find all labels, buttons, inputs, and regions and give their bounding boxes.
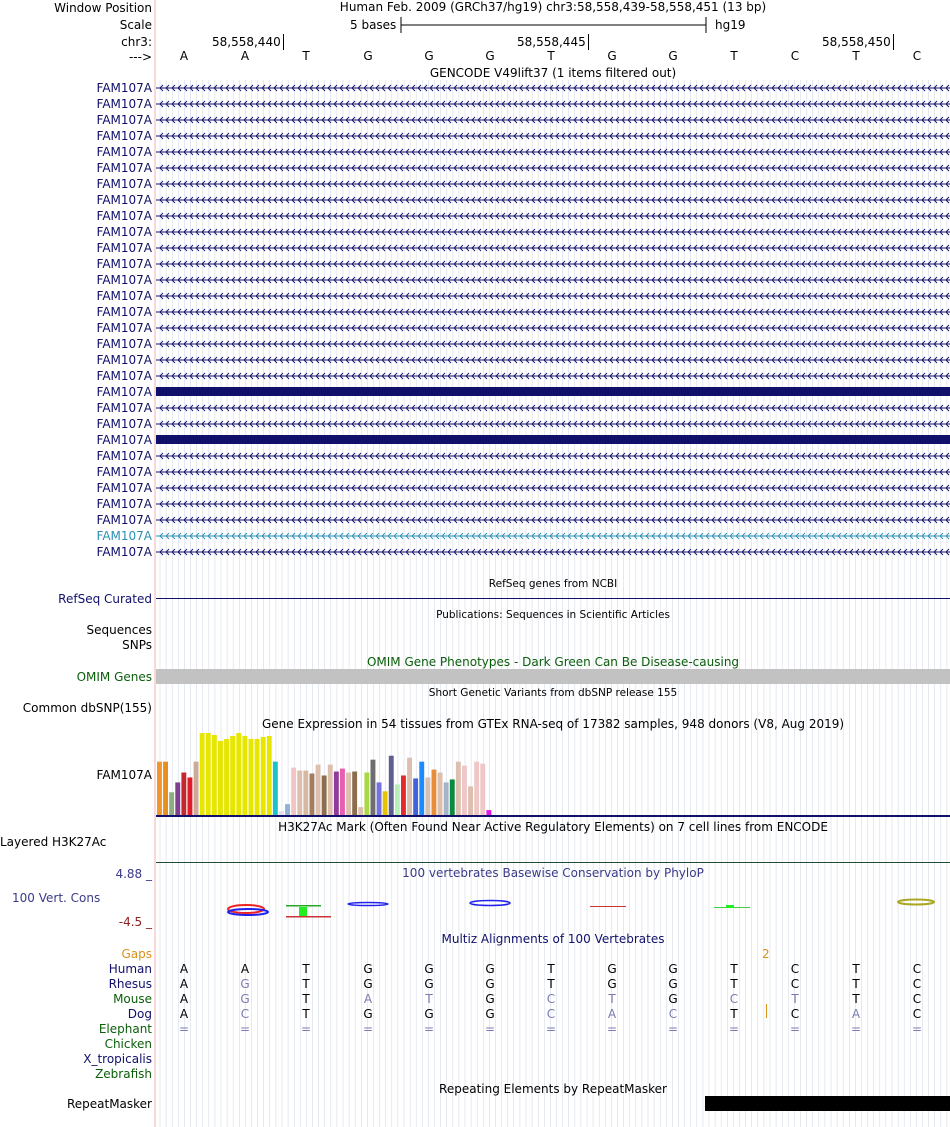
gencode-transcript[interactable]: [156, 448, 950, 464]
gtex-tissue-bar[interactable]: [432, 770, 437, 815]
aligned-base: T: [730, 977, 738, 991]
gtex-tissue-bar[interactable]: [486, 810, 491, 815]
gtex-tissue-bar[interactable]: [206, 733, 211, 815]
assembly-info: Human Feb. 2009 (GRCh37/hg19) chr3:58,558,439-58,558,451 (13 bp): [339, 0, 767, 14]
gencode-transcript-label[interactable]: FAM107A: [96, 417, 152, 431]
gencode-transcript[interactable]: [156, 80, 950, 96]
chrom-label: chr3:: [121, 35, 152, 49]
gencode-transcript-label[interactable]: FAM107A: [96, 97, 152, 111]
gtex-tissue-bar[interactable]: [175, 782, 180, 815]
aligned-base: T: [791, 992, 799, 1006]
gencode-track-title[interactable]: GENCODE V49lift37 (1 items filtered out): [429, 66, 677, 80]
gtex-tissue-bar[interactable]: [267, 736, 272, 815]
aligned-base: G: [363, 1007, 373, 1021]
gap-marker: [766, 1004, 767, 1018]
gtex-tissue-bar[interactable]: [188, 777, 193, 815]
aligned-base: =: [606, 1022, 618, 1036]
aligned-base: G: [485, 992, 495, 1006]
gencode-transcript-label[interactable]: FAM107A: [96, 289, 152, 303]
aligned-base: G: [424, 962, 434, 976]
gencode-transcript[interactable]: [156, 336, 950, 352]
aligned-base: A: [179, 992, 189, 1006]
gtex-tissue-bar[interactable]: [242, 736, 247, 815]
gencode-transcript-label[interactable]: FAM107A: [96, 401, 152, 415]
reference-base: G: [363, 49, 373, 63]
gtex-tissue-bar[interactable]: [316, 765, 321, 815]
gtex-tissue-bar[interactable]: [297, 771, 302, 815]
aligned-base: =: [789, 1022, 801, 1036]
h3k27ac-track-title[interactable]: H3K27Ac Mark (Often Found Near Active Regulatory Elements) on 7 cell lines from ENCODE: [278, 820, 828, 834]
gtex-tissue-bar[interactable]: [200, 733, 205, 815]
gencode-transcript-label[interactable]: FAM107A: [96, 273, 152, 287]
aligned-base: A: [179, 1007, 189, 1021]
gencode-transcript[interactable]: [156, 512, 950, 528]
aligned-base: =: [239, 1022, 251, 1036]
gtex-tissue-bar[interactable]: [352, 772, 357, 815]
aligned-base: C: [790, 977, 800, 991]
aligned-base: G: [363, 977, 373, 991]
publications-label-snps[interactable]: SNPs: [122, 638, 152, 652]
aligned-base: A: [179, 962, 189, 976]
refseq-gene-line[interactable]: [156, 598, 950, 599]
window-position-label: Window Position: [54, 1, 152, 15]
aligned-base: T: [547, 962, 555, 976]
refseq-track-title[interactable]: RefSeq genes from NCBI: [488, 578, 618, 590]
aligned-base: C: [790, 962, 800, 976]
aligned-base: =: [300, 1022, 312, 1036]
gtex-bar-chart[interactable]: [156, 731, 950, 817]
gtex-tissue-bar[interactable]: [389, 756, 394, 815]
gtex-tissue-bar[interactable]: [377, 782, 382, 815]
gtex-tissue-bar[interactable]: [322, 775, 327, 815]
gtex-tissue-bar[interactable]: [395, 784, 400, 815]
gencode-transcript-label[interactable]: FAM107A: [96, 353, 152, 367]
aligned-base: =: [423, 1022, 435, 1036]
h3k27ac-track-label[interactable]: Layered H3K27Ac: [0, 835, 107, 849]
gtex-tissue-bar[interactable]: [249, 739, 254, 815]
reference-base: G: [668, 49, 678, 63]
aligned-base: T: [302, 992, 310, 1006]
gtex-tissue-bar[interactable]: [371, 760, 376, 815]
gtex-tissue-bar[interactable]: [291, 768, 296, 815]
position-tick-2: 58,558,445: [517, 34, 589, 50]
reference-base: C: [912, 49, 922, 63]
gencode-transcript[interactable]: [156, 432, 950, 448]
multiz-species-label[interactable]: Zebrafish: [95, 1067, 152, 1081]
gtex-tissue-bar[interactable]: [328, 765, 333, 815]
gtex-tissue-bar[interactable]: [163, 762, 168, 815]
aligned-base: C: [912, 977, 922, 991]
aligned-base: =: [545, 1022, 557, 1036]
aligned-base: G: [485, 1007, 495, 1021]
aligned-base: A: [240, 962, 250, 976]
phylop-signal[interactable]: [156, 895, 950, 925]
scale-text: 5 bases: [350, 18, 397, 32]
gencode-transcript[interactable]: [156, 304, 950, 320]
reference-base: T: [547, 49, 555, 63]
gtex-tissue-bar[interactable]: [425, 777, 430, 815]
aligned-base: C: [546, 992, 556, 1006]
gtex-tissue-bar[interactable]: [169, 792, 174, 815]
aligned-base: G: [607, 962, 617, 976]
multiz-species-label[interactable]: Dog: [127, 1007, 152, 1021]
aligned-base: G: [485, 962, 495, 976]
aligned-base: C: [912, 1007, 922, 1021]
aligned-base: T: [302, 977, 310, 991]
aligned-base: G: [424, 1007, 434, 1021]
aligned-base: =: [484, 1022, 496, 1036]
gencode-transcript-label[interactable]: FAM107A: [96, 225, 152, 239]
multiz-gaps-label: Gaps: [121, 947, 152, 961]
gtex-tissue-bar[interactable]: [224, 739, 229, 815]
aligned-base: C: [546, 1007, 556, 1021]
gtex-tissue-bar[interactable]: [480, 764, 485, 815]
aligned-base: A: [851, 1007, 861, 1021]
gencode-transcript-label[interactable]: FAM107A: [96, 369, 152, 383]
gencode-transcript-label[interactable]: FAM107A: [96, 305, 152, 319]
aligned-base: C: [912, 992, 922, 1006]
gencode-transcript[interactable]: [156, 208, 950, 224]
gencode-transcript-label[interactable]: FAM107A: [96, 433, 152, 447]
refseq-track-label[interactable]: RefSeq Curated: [58, 592, 152, 606]
gencode-transcript-label[interactable]: FAM107A: [96, 545, 152, 559]
gtex-tissue-bar[interactable]: [236, 733, 241, 815]
gtex-tissue-bar[interactable]: [194, 762, 199, 815]
gtex-tissue-bar[interactable]: [230, 736, 235, 815]
gencode-transcript-label[interactable]: FAM107A: [96, 81, 152, 95]
aligned-base: G: [668, 962, 678, 976]
multiz-gap-count: 2: [762, 947, 770, 961]
h3k27ac-signal-baseline: [156, 862, 950, 863]
position-tick-3: 58,558,450: [822, 34, 894, 50]
gtex-track-title[interactable]: Gene Expression in 54 tissues from GTEx RNA-seq of 17382 samples, 948 donors (V8, Aug 2019): [261, 717, 845, 731]
aligned-base: T: [730, 962, 738, 976]
gtex-tissue-bar[interactable]: [340, 769, 345, 815]
reference-base: T: [730, 49, 738, 63]
gencode-transcript-label[interactable]: FAM107A: [96, 161, 152, 175]
publications-label-sequences[interactable]: Sequences: [86, 623, 152, 637]
reference-base: A: [240, 49, 250, 63]
publications-track-title[interactable]: Publications: Sequences in Scientific Articles: [436, 609, 670, 621]
aligned-base: T: [852, 977, 860, 991]
aligned-base: G: [668, 992, 678, 1006]
gencode-transcript-label[interactable]: FAM107A: [96, 513, 152, 527]
gencode-transcript-label[interactable]: FAM107A: [96, 177, 152, 191]
gtex-tissue-bar[interactable]: [419, 762, 424, 815]
gtex-tissue-bar[interactable]: [438, 773, 443, 815]
gtex-tissue-bar[interactable]: [218, 741, 223, 815]
multiz-species-label[interactable]: Mouse: [113, 992, 152, 1006]
aligned-base: C: [790, 1007, 800, 1021]
gencode-transcript[interactable]: [156, 384, 950, 400]
phylop-track-label[interactable]: 100 Vert. Cons: [12, 891, 101, 905]
gencode-transcript-label[interactable]: FAM107A: [96, 481, 152, 495]
gencode-transcript[interactable]: [156, 240, 950, 256]
aligned-base: G: [424, 977, 434, 991]
gtex-tissue-bar[interactable]: [407, 758, 412, 815]
gencode-transcript-label[interactable]: FAM107A: [96, 497, 152, 511]
gencode-transcript-label[interactable]: FAM107A: [96, 241, 152, 255]
aligned-base: A: [607, 1007, 617, 1021]
gencode-transcript-label[interactable]: FAM107A: [96, 129, 152, 143]
gtex-tissue-bar[interactable]: [310, 774, 315, 815]
gencode-transcript[interactable]: [156, 464, 950, 480]
gencode-transcript-label[interactable]: FAM107A: [96, 449, 152, 463]
multiz-species-label[interactable]: Rhesus: [108, 977, 152, 991]
gencode-transcript[interactable]: [156, 416, 950, 432]
aligned-base: =: [850, 1022, 862, 1036]
aligned-base: =: [178, 1022, 190, 1036]
aligned-base: A: [179, 977, 189, 991]
strand-label: --->: [128, 50, 152, 64]
aligned-base: C: [668, 1007, 678, 1021]
reference-base: G: [607, 49, 617, 63]
gencode-transcript[interactable]: [156, 400, 950, 416]
gtex-tissue-bar[interactable]: [413, 778, 418, 815]
aligned-base: T: [547, 977, 555, 991]
gencode-transcript-label[interactable]: FAM107A: [96, 337, 152, 351]
gencode-transcript[interactable]: [156, 96, 950, 112]
reference-base: A: [179, 49, 189, 63]
gencode-transcript[interactable]: [156, 112, 950, 128]
scale-label: Scale: [119, 18, 152, 32]
gtex-tissue-bar[interactable]: [444, 782, 449, 815]
gtex-tissue-bar[interactable]: [255, 739, 260, 815]
gtex-track-label[interactable]: FAM107A: [96, 768, 152, 782]
repeatmasker-track-title[interactable]: Repeating Elements by RepeatMasker: [439, 1082, 667, 1096]
phylop-min-value: -4.5 _: [118, 915, 152, 929]
gtex-tissue-bar[interactable]: [383, 791, 388, 815]
gencode-transcript[interactable]: [156, 368, 950, 384]
gtex-tissue-bar[interactable]: [462, 766, 467, 815]
gencode-transcript[interactable]: [156, 272, 950, 288]
aligned-base: =: [911, 1022, 923, 1036]
reference-base: T: [852, 49, 860, 63]
gencode-transcript[interactable]: [156, 496, 950, 512]
gtex-tissue-bar[interactable]: [450, 779, 455, 815]
aligned-base: C: [912, 962, 922, 976]
gtex-tissue-bar[interactable]: [456, 762, 461, 815]
aligned-base: A: [363, 992, 373, 1006]
aligned-base: T: [425, 992, 433, 1006]
gencode-transcript-label[interactable]: FAM107A: [96, 193, 152, 207]
gtex-tissue-bar[interactable]: [285, 804, 290, 815]
gencode-transcript-label[interactable]: FAM107A: [96, 465, 152, 479]
gencode-transcript-label[interactable]: FAM107A: [96, 321, 152, 335]
phylop-track-title[interactable]: 100 vertebrates Basewise Conservation by PhyloP: [402, 866, 704, 880]
gtex-tissue-bar[interactable]: [181, 773, 186, 815]
aligned-base: C: [240, 1007, 250, 1021]
gencode-transcript-label[interactable]: FAM107A: [96, 113, 152, 127]
gtex-tissue-bar[interactable]: [334, 772, 339, 815]
repeat-element-block[interactable]: [705, 1096, 950, 1111]
aligned-base: T: [608, 992, 616, 1006]
gencode-transcript-label[interactable]: FAM107A: [96, 529, 152, 543]
gtex-tissue-bar[interactable]: [212, 735, 217, 815]
gtex-tissue-bar[interactable]: [364, 773, 369, 815]
gencode-transcript[interactable]: [156, 192, 950, 208]
gtex-tissue-bar[interactable]: [474, 762, 479, 815]
gencode-transcript[interactable]: [156, 288, 950, 304]
gencode-transcript[interactable]: [156, 480, 950, 496]
gencode-transcript[interactable]: [156, 544, 950, 560]
gtex-tissue-bar[interactable]: [273, 762, 278, 815]
multiz-species-label[interactable]: Human: [108, 962, 152, 976]
gtex-tissue-bar[interactable]: [468, 786, 473, 815]
gencode-transcript[interactable]: [156, 528, 950, 544]
multiz-species-label[interactable]: Chicken: [104, 1037, 152, 1051]
omim-gene-bar[interactable]: [156, 669, 950, 684]
aligned-base: G: [607, 977, 617, 991]
multiz-species-label[interactable]: X_tropicalis: [83, 1052, 152, 1066]
reference-base: C: [790, 49, 800, 63]
aligned-base: T: [302, 1007, 310, 1021]
aligned-base: G: [240, 977, 250, 991]
dbsnp-track-title[interactable]: Short Genetic Variants from dbSNP release 155: [428, 687, 678, 699]
aligned-base: T: [730, 1007, 738, 1021]
aligned-base: T: [852, 962, 860, 976]
aligned-base: G: [668, 977, 678, 991]
aligned-base: T: [302, 962, 310, 976]
omim-track-title[interactable]: OMIM Gene Phenotypes - Dark Green Can Be Disease-causing: [366, 655, 740, 669]
aligned-base: C: [729, 992, 739, 1006]
gencode-transcript[interactable]: [156, 320, 950, 336]
gencode-transcript[interactable]: [156, 176, 950, 192]
gtex-tissue-bar[interactable]: [279, 811, 284, 815]
dbsnp-track-label[interactable]: Common dbSNP(155): [22, 701, 152, 715]
gencode-transcript-label[interactable]: FAM107A: [96, 209, 152, 223]
phylop-max-value: 4.88 _: [115, 867, 152, 881]
reference-base: G: [485, 49, 495, 63]
gtex-tissue-bar[interactable]: [358, 807, 363, 815]
gencode-transcript[interactable]: [156, 224, 950, 240]
aligned-base: G: [485, 977, 495, 991]
gencode-transcript-label[interactable]: FAM107A: [96, 257, 152, 271]
gtex-tissue-bar[interactable]: [401, 775, 406, 815]
gencode-transcript-label[interactable]: FAM107A: [96, 145, 152, 159]
gencode-transcript[interactable]: [156, 144, 950, 160]
reference-base: G: [424, 49, 434, 63]
scale-bar: [398, 15, 710, 35]
gtex-tissue-bar[interactable]: [346, 773, 351, 815]
gencode-transcript[interactable]: [156, 256, 950, 272]
gencode-transcript-label[interactable]: FAM107A: [96, 385, 152, 399]
gencode-transcript[interactable]: [156, 160, 950, 176]
position-tick-1: 58,558,440: [212, 34, 284, 50]
omim-track-label[interactable]: OMIM Genes: [76, 670, 152, 684]
gtex-tissue-bar[interactable]: [303, 771, 308, 815]
gtex-tissue-bar[interactable]: [261, 737, 266, 815]
aligned-base: =: [362, 1022, 374, 1036]
multiz-species-label[interactable]: Elephant: [98, 1022, 152, 1036]
multiz-track-title[interactable]: Multiz Alignments of 100 Vertebrates: [441, 932, 665, 946]
gencode-transcript[interactable]: [156, 128, 950, 144]
aligned-base: =: [728, 1022, 740, 1036]
scale-db: hg19: [715, 18, 746, 32]
gtex-tissue-bar[interactable]: [157, 762, 162, 815]
reference-base: T: [302, 49, 310, 63]
aligned-base: G: [240, 992, 250, 1006]
aligned-base: T: [852, 992, 860, 1006]
repeatmasker-track-label[interactable]: RepeatMasker: [66, 1097, 152, 1111]
aligned-base: =: [667, 1022, 679, 1036]
aligned-base: G: [363, 962, 373, 976]
gencode-transcript[interactable]: [156, 352, 950, 368]
